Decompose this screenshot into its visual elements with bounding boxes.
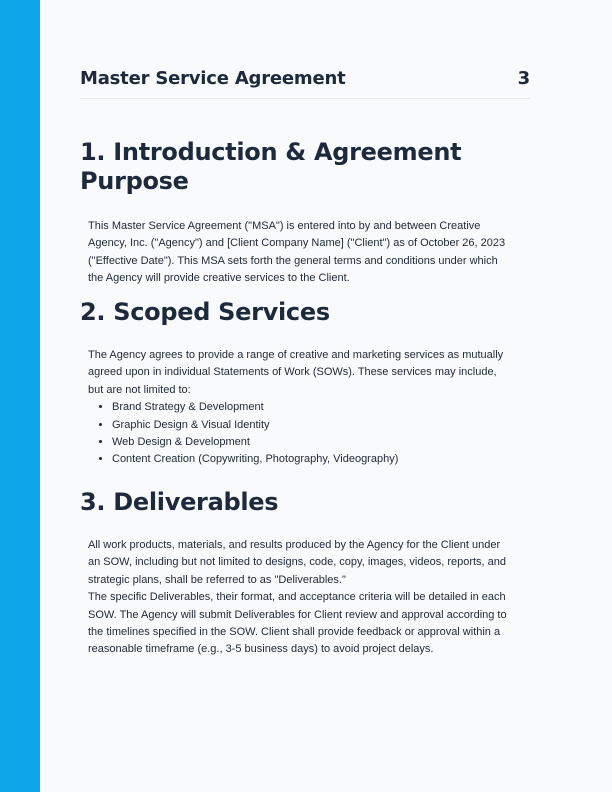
section-paragraph: All work products, materials, and results produced by the Agency for the Client under an SOW, including but not limited to designs, code, copy, images, videos, reports, and strategic plans, shall be referred to as "Deliverables."	[88, 539, 507, 586]
section-heading: 1. Introduction & Agreement Purpose	[80, 138, 462, 195]
document-title: Master Service Agreement	[80, 68, 346, 89]
accent-sidebar-bar	[0, 0, 40, 792]
running-header	[80, 68, 530, 99]
section-heading: 2. Scoped Services	[80, 298, 330, 326]
page-number: 3	[517, 68, 530, 89]
list-item: • Brand Strategy & Development	[112, 399, 530, 416]
section-paragraph: The specific Deliverables, their format, and acceptance criteria will be detailed in each SOW. The Agency will submit Deliverables for Client review and approval according to the timelines specified in the SOW. Client shall provide feedback or approval within a reasonable timeframe (e.g., 3-5 business days) to avoid project delays.	[88, 591, 507, 656]
section-heading: 3. Deliverables	[80, 488, 279, 516]
services-list	[80, 399, 530, 469]
list-item: • Graphic Design & Visual Identity	[112, 417, 530, 434]
section-scoped-services	[80, 298, 530, 469]
section-deliverables	[80, 488, 530, 659]
section-paragraph: The Agency agrees to provide a range of creative and marketing services as mutually agreed upon in individual Statements of Work (SOWs). These services may include, but are not limited to:	[88, 349, 504, 396]
list-item: • Web Design & Development	[112, 434, 530, 451]
list-item: • Content Creation (Copywriting, Photography, Videography)	[112, 451, 530, 468]
section-introduction	[80, 138, 530, 288]
section-paragraph: This Master Service Agreement ("MSA") is entered into by and between Creative Agency, Inc. ("Agency") and [Client Company Name] ("Client") as of October 26, 2023 ("Effective Date"). This MSA sets forth the general terms and conditions under which the Agency will provide creative services to the Client.	[88, 220, 506, 285]
